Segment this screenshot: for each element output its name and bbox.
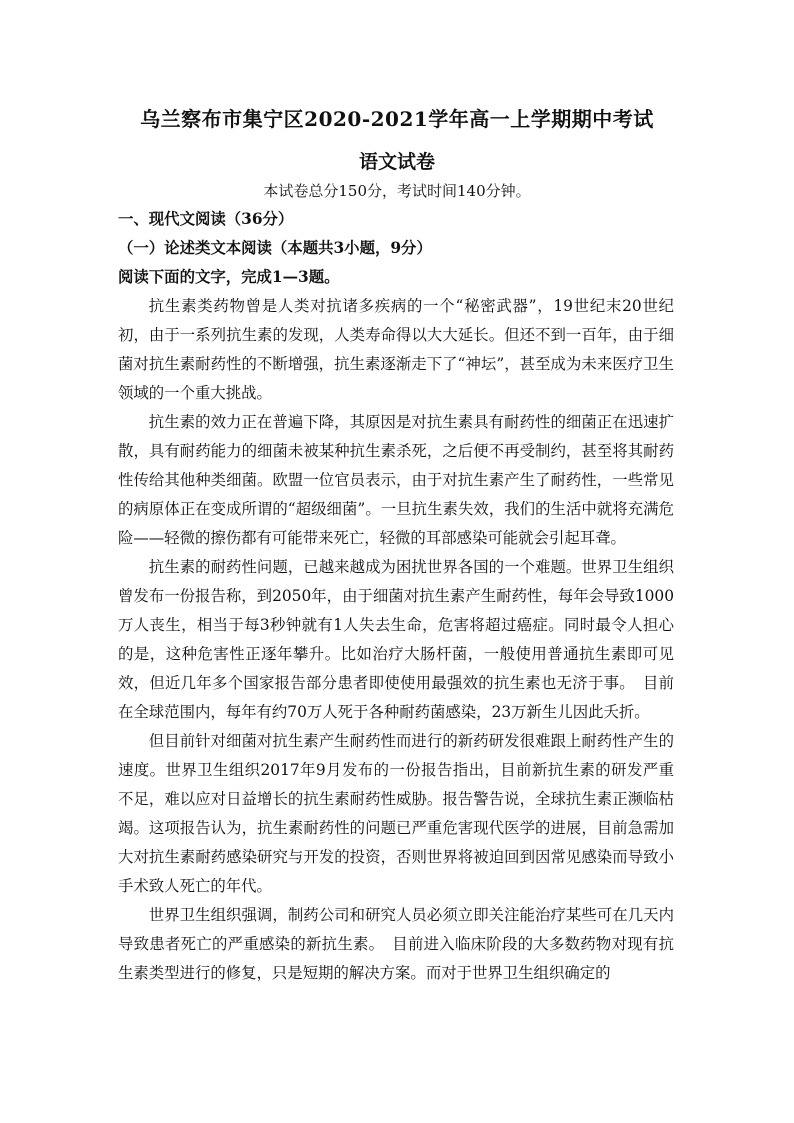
reading-instruction: 阅读下面的文字，完成1—3题。 (118, 268, 340, 286)
paragraph: 世界卫生组织强调，制药公司和研究人员必须立即关注能治疗某些可在几天内导致患者死亡的严重感染的新抗生素。 目前进入临床阶段的大多数药物对现有抗生素类型进行的修复，只是短期的解决方案。而对于世界卫生组织确定的 (118, 906, 674, 982)
subsection-heading: （一）论述类文本阅读（本题共3小题，9分） (118, 239, 432, 257)
paragraph: 但目前针对细菌对抗生素产生耐药性而进行的新药研发很难跟上耐药性产生的速度。世界卫生组织2017年9月发布的一份报告指出，目前新抗生素的研发严重不足，难以应对日益增长的抗生素耐药性威胁。报告警告说，全球抗生素正濒临枯竭。这项报告认为，抗生素耐药性的问题已严重危害现代医学的进展，目前急需加大对抗生素耐药感染研究与开发的投资，否则世界将被迫回到因常见感染而导致小手术致人死亡的年代。 (118, 732, 674, 895)
paragraph: 抗生素类药物曾是人类对抗诸多疾病的一个“秘密武器”，19世纪末20世纪初，由于一系列抗生素的发现，人类寿命得以大大延长。但还不到一百年，由于细菌对抗生素耐药性的不断增强，抗生素逐渐走下了“神坛”，甚至成为未来医疗卫生领域的一个重大挑战。 (118, 297, 674, 402)
exam-info: 本试卷总分150分，考试时间140分钟。 (263, 182, 531, 200)
document-body (118, 205, 674, 988)
section-heading: 一、现代文阅读（36分） (118, 210, 294, 228)
document-title: 乌兰察布市集宁区2020-2021学年高一上学期期中考试 (140, 107, 654, 131)
document-subtitle: 语文试卷 (358, 151, 435, 173)
paragraph: 抗生素的效力正在普遍下降，其原因是对抗生素具有耐药性的细菌正在迅速扩散，具有耐药能力的细菌未被某种抗生素杀死，之后便不再受制约，甚至将其耐药性传给其他种类细菌。欧盟一位官员表示，由于对抗生素产生了耐药性，一些常见的病原体正在变成所谓的“超级细菌”。一旦抗生素失效，我们的生活中就将充满危险——轻微的擦伤都有可能带来死亡，轻微的耳部感染可能就会引起耳聋。 (118, 413, 674, 547)
paragraph: 抗生素的耐药性问题，已越来越成为困扰世界各国的一个难题。世界卫生组织曾发布一份报告称，到2050年，由于细菌对抗生素产生耐药性，每年会导致1000万人丧生，相当于每3秒钟就有1人失去生命，危害将超过癌症。同时最令人担心的是，这种危害性正逐年攀升。比如治疗大肠杆菌，一般使用普通抗生素即可见效，但近几年多个国家报告部分患者即使使用最强效的抗生素也无济于事。 目前在全球范围内，每年有约70万人死于各种耐药菌感染，23万新生儿因此夭折。 (118, 558, 674, 721)
